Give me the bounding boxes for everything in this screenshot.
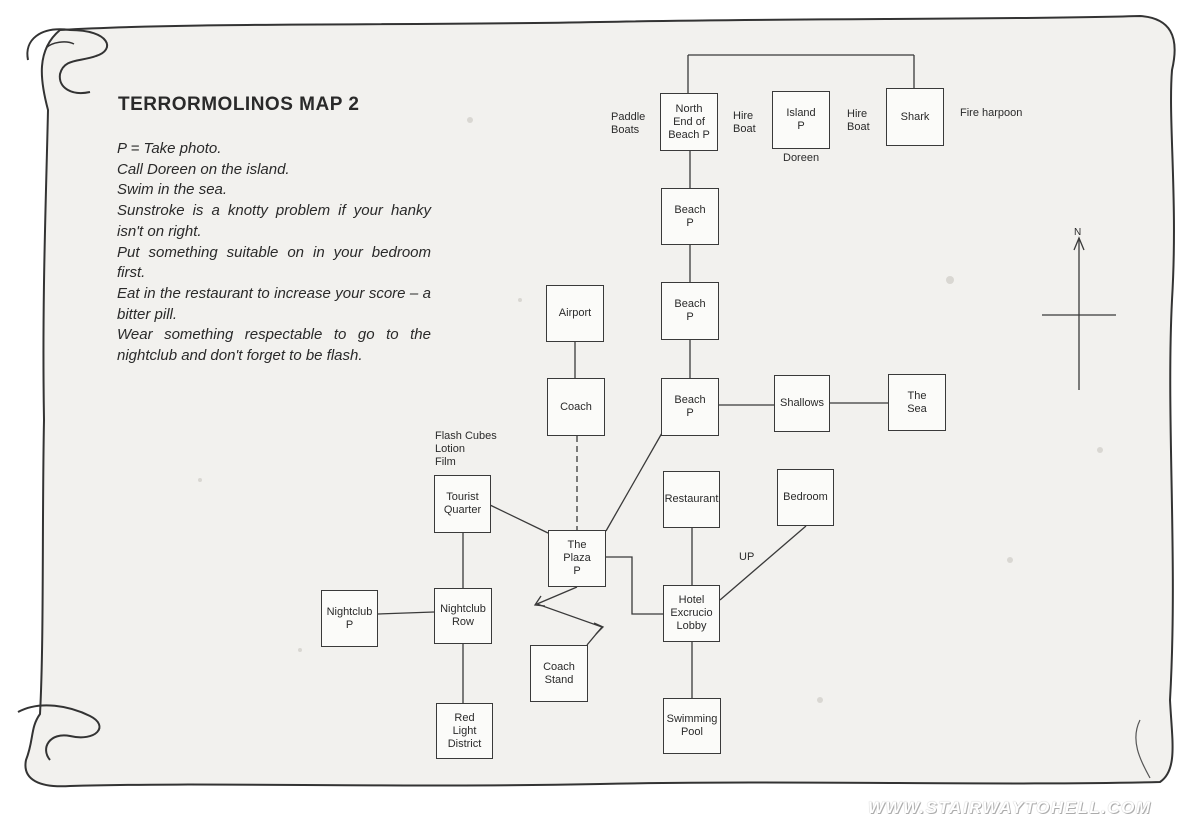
room-swimming-pool: Swimming Pool: [663, 698, 721, 754]
room-nightclub-row: Nightclub Row: [434, 588, 492, 644]
note-line: P = Take photo.: [117, 140, 222, 157]
room-shark: Shark: [886, 88, 944, 146]
watermark: WWW.STAIRWAYTOHELL.COM: [868, 798, 1152, 817]
room-coach: Coach: [547, 378, 605, 436]
label-doreen: Doreen: [783, 152, 820, 164]
room-bedroom: Bedroom: [777, 469, 834, 526]
room-north-end-of-beach: North End of Beach P: [660, 93, 718, 151]
label-paddle-boats: Paddle Boats: [611, 111, 646, 136]
room-restaurant: Restaurant: [663, 471, 720, 528]
room-the-plaza: The Plaza P: [548, 530, 606, 587]
label-hire-boat: Hire Boat: [733, 110, 756, 135]
compass-north-label: N: [1074, 227, 1082, 238]
label-fire-harpoon: Fire harpoon: [960, 107, 1023, 119]
room-beach-3: Beach P: [661, 378, 719, 436]
room-beach-1: Beach P: [661, 188, 719, 245]
label-hire-boat: Hire Boat: [847, 108, 870, 133]
note-line: Wear something respectable to go to the nightclub and don't forget to be flash.: [117, 326, 431, 365]
room-coach-stand: Coach Stand: [530, 645, 588, 702]
room-the-sea: The Sea: [888, 374, 946, 431]
map-title: TERRORMOLINOS MAP 2: [118, 94, 360, 115]
room-shallows: Shallows: [774, 375, 830, 432]
label-up: UP: [739, 551, 755, 563]
hint-notes: [117, 139, 431, 367]
room-tourist-quarter: Tourist Quarter: [434, 475, 491, 533]
note-line: Put something suitable on in your bedroom first.: [117, 243, 431, 282]
room-airport: Airport: [546, 285, 604, 342]
room-island: Island P: [772, 91, 830, 149]
room-red-light-district: Red Light District: [436, 703, 493, 759]
label-tourist-items: Flash Cubes Lotion Film: [435, 430, 497, 468]
room-hotel-excrucio-lobby: Hotel Excrucio Lobby: [663, 585, 720, 642]
note-line: Sunstroke is a knotty problem if your hanky isn't on right.: [117, 202, 431, 240]
note-line: Call Doreen on the island.: [117, 160, 290, 178]
room-nightclub: Nightclub P: [321, 590, 378, 647]
note-line: Eat in the restaurant to increase your score – a bitter pill.: [117, 284, 431, 323]
room-beach-2: Beach P: [661, 282, 719, 340]
note-line: Swim in the sea.: [117, 181, 228, 199]
